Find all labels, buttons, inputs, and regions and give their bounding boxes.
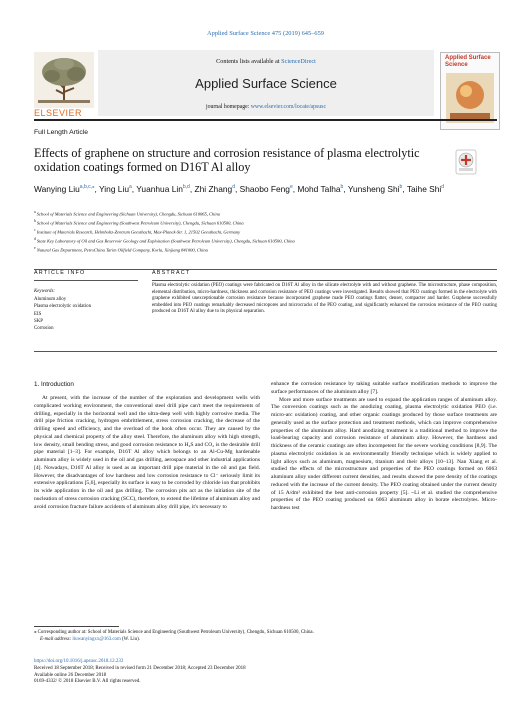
author-name[interactable]: Shaobo Feng bbox=[239, 183, 290, 194]
author-name[interactable]: Yuanhua Lin bbox=[136, 183, 183, 194]
keyword: Corrosion bbox=[34, 326, 54, 332]
crossmark-icon[interactable] bbox=[455, 149, 477, 175]
affiliation-text: School of Materials Science and Engineering (Southwest Petroleum University), Chengdu, Sichuan 610500, China bbox=[35, 220, 244, 226]
contents-prefix: Contents lists available at bbox=[216, 58, 282, 65]
abstract-heading: ABSTRACT bbox=[152, 270, 191, 276]
footnote bbox=[34, 630, 497, 643]
author-affiliation-mark[interactable]: e bbox=[289, 184, 293, 190]
author-affiliation-mark[interactable]: b bbox=[399, 184, 403, 190]
body-paragraph: enhance the corrosion resistance by taking suitable surface modification methods to improve the surface performances of the aluminum alloy [7]. bbox=[271, 381, 497, 395]
email-label: E-mail address: bbox=[40, 636, 73, 642]
section-heading-introduction: 1. Introduction bbox=[34, 381, 74, 388]
keyword: Plasma electrolytic oxidation bbox=[34, 304, 92, 310]
affiliation-text: School of Materials Science and Engineering (Sichuan University), Chengdu, Sichuan 610065, China bbox=[35, 211, 220, 217]
body-column-right bbox=[271, 381, 497, 513]
homepage-link[interactable]: www.elsevier.com/locate/apsusc bbox=[250, 104, 327, 110]
contents-line bbox=[98, 58, 434, 65]
author-affiliation-mark[interactable]: d bbox=[441, 184, 445, 190]
article-info-rule bbox=[34, 280, 138, 281]
affiliation-line bbox=[34, 227, 494, 236]
author-affiliation-mark[interactable]: b bbox=[340, 184, 344, 190]
footnote-rule bbox=[34, 626, 119, 627]
email-link[interactable]: liuwanyingxx@163.com bbox=[72, 636, 121, 642]
author-name[interactable]: Taihe Shi bbox=[406, 183, 442, 194]
doi-link[interactable]: https://doi.org/10.1016/j.apsusc.2018.12.233 bbox=[34, 659, 124, 664]
author-name[interactable]: Wanying Liu bbox=[34, 183, 80, 194]
keywords-list bbox=[34, 296, 91, 332]
online-date: Available online 26 December 2018 bbox=[34, 672, 107, 678]
cover-journal-name: Applied Surface Science bbox=[445, 55, 491, 68]
body-column-left bbox=[34, 395, 260, 511]
keyword: SKP bbox=[34, 318, 43, 324]
affiliation-text: State Key Laboratory of Oil and Gas Reservoir Geology and Exploitation (Southwest Petroleum University), Chengdu, Sichuan 610500, China bbox=[35, 238, 295, 244]
author-name[interactable]: Zhi Zhang bbox=[194, 183, 233, 194]
keyword: Aluminum alloy bbox=[34, 297, 67, 302]
author-affiliation-mark[interactable]: b,d bbox=[182, 184, 190, 190]
email-line bbox=[34, 637, 497, 644]
author-name[interactable]: Ying Liu bbox=[99, 183, 129, 194]
abstract-text: Plasma electrolytic oxidation (PEO) coatings were fabricated on D16T Al alloy in the silicate electrolyte with and without graphene. The microstructure, phase composition, elemental distribution, micro-hardness, thickness and corrosion resistance of PEO coatings were investigated. Results showed that PEO coatings formed in the electrolyte with graphene exhibited unexceptionable corrosion resistance because incorporated graphene made PEO coatings flatter, denser, compacter and harder. Graphene successfully embedded into PEO coatings remarkably decreased micropores and microcracks of the PEO coating, and significantly enhanced the corrosion resistance of the PEO coating produced on D16T Al alloy due to its physical separation. bbox=[152, 283, 497, 315]
author-affiliation-mark[interactable]: d bbox=[232, 184, 235, 190]
affiliation-mark: b bbox=[34, 218, 36, 223]
author-name[interactable]: Mohd Talha bbox=[297, 183, 341, 194]
author-affiliation-mark[interactable]: a bbox=[129, 184, 132, 190]
abstract-bottom-rule bbox=[34, 351, 497, 352]
journal-title: Applied Surface Science bbox=[195, 76, 337, 91]
keyword: EIS bbox=[34, 311, 42, 317]
keywords-label: Keywords: bbox=[34, 289, 56, 294]
publisher-name: ELSEVIER bbox=[34, 108, 83, 118]
affiliation-mark: c bbox=[34, 227, 36, 232]
elsevier-tree-logo bbox=[34, 52, 94, 108]
article-meta bbox=[34, 659, 497, 686]
affiliation-mark: e bbox=[34, 245, 36, 250]
affiliations bbox=[34, 209, 494, 254]
journal-homepage bbox=[98, 104, 434, 110]
sciencedirect-link[interactable]: ScienceDirect bbox=[281, 58, 316, 65]
corresponding-author-note: ⁎ Corresponding author at: School of Materials Science and Engineering (Southwest Petroleum University), Chengdu, Sichuan 610500, China. bbox=[34, 630, 314, 635]
author-affiliation-mark[interactable]: a,b,c,⁎ bbox=[79, 184, 95, 190]
abstract-rule bbox=[152, 280, 497, 281]
article-title: Effects of graphene on structure and corrosion resistance of plasma electrolytic oxidation coatings formed on D16T Al alloy bbox=[34, 146, 420, 174]
affiliation-line bbox=[34, 245, 494, 254]
author-name[interactable]: Yunsheng Shi bbox=[347, 183, 400, 194]
affiliation-text: Natural Gas Department, PetroChina Tarim Oilfield Company, Korla, Xinjiang 841000, China bbox=[35, 247, 208, 253]
homepage-prefix: journal homepage: bbox=[205, 104, 251, 110]
journal-reference[interactable]: Applied Surface Science 475 (2019) 645–659 bbox=[207, 30, 324, 37]
copyright: 0169-4332/ © 2018 Elsevier B.V. All rights reserved. bbox=[34, 679, 141, 685]
cover-image bbox=[446, 73, 494, 123]
history-dates: Received 18 September 2018; Received in revised form 21 December 2018; Accepted 23 December 2018 bbox=[34, 665, 246, 671]
affiliation-text: Institute of Materials Research, Helmholtz-Zentrum Geesthacht, Max-Planck-Str. 1, 21502 Geesthacht, Germany bbox=[35, 229, 241, 235]
body-paragraph: At present, with the increase of the number of the exploration and development wells with complicated working environment, the conventional steel drill pipe can't meet the requirements of drilling, especially in the horizontal well and the ultra-deep well with highly corrosive media. The drill pipe friction cracking, hydrogen embrittlement, stress corrosion cracking, the decrease of the drilling speed and efficiency, and the overload of the hook often occur. They are caused by the physical and chemical property of the alloy steel. Therefore, the aluminum alloy with high strength, low density, small bending stress, and good corrosion resistance to H₂S and CO₂ is the desirable drill pipe material [1–3]. For example, D16T Al alloy which belongs to an Al-Cu-Mg hardenable aluminum alloy is widely used in the oil and gas drilling, aerospace and other industrial applications [4]. Nowadays, D16T Al alloy is used as an important drill pipe material in the oil and gas field. However, the disadvantages of low hardness and low corrosion resistance to Cl⁻ seriously limit its extensive applications [5,6], especially its surface is easy to be corroded by chloride ion that prohibits its wide application in the oil and gas drilling. The corrosion pits act as the initiation site of the nucleation of stress corrosion cracking (SCC), therefore, to extend the lifetime of aluminum alloy and avoid corrosion fracture failure accidents of aluminum alloy drill pipe, it's necessary to bbox=[34, 395, 260, 510]
author-list: Wanying Liu$^{a,b,c,⁎}$, Ying Liu$^a$, Yuanhua Lin$^{b,d}$, Zhi Zhang$^d$, Shaobo Feng$^e$, Mohd Talha$^b$, Yunsheng Shi$^b$, Taihe Shi$^d$ bbox=[34, 183, 445, 194]
article-type: Full Length Article bbox=[34, 129, 89, 136]
affiliation-mark: a bbox=[34, 210, 36, 214]
email-suffix: (W. Liu). bbox=[120, 636, 140, 642]
body-paragraph: More and more surface treatments are used to expand the application ranges of aluminum alloy. The conversion coatings such as the anodizing coating, plasma electrolytic oxidation PEO (i.e. micro-arc oxidation) coating, and other organic coatings produced by those surface treatments are generally used as the surface protection and treatment methods, which can improve comprehensive properties of the aluminum alloy. Hard anodizing treatment is a traditional method to improve the load-bearing capacity and corrosion resistance of aluminum alloy. However, the hardness and thickness of the ceramic coatings are often incompetent for the severe working conditions [8,9]. The plasma electrolytic oxidation is an environmentally friendly technique which is widely applied to light alloys such as aluminum, magnesium, titanium and their alloys [10–13]. Nan Xiang et al. studied the effects of the microstructure and properties of the PEO coatings formed on 6063 aluminum alloy under different current densities, and results showed the pore density of the coatings reduced with the increase of the current density. The PEO coating obtained under the current density of 15 A/dm² exhibited the best anti-corrosion property [5]. ~Li et al. studied the comprehensive properties of the PEO coating produced on 6063 aluminum alloy in borate electrolytes. Micro-hardness test bbox=[271, 396, 497, 511]
affiliation-line bbox=[34, 236, 494, 245]
affiliation-line bbox=[34, 209, 494, 218]
affiliation-line bbox=[34, 218, 494, 227]
header-rule bbox=[34, 119, 497, 121]
article-info-heading: ARTICLE INFO bbox=[34, 270, 86, 276]
affiliation-mark: d bbox=[34, 236, 36, 241]
info-top-rule bbox=[34, 269, 497, 270]
